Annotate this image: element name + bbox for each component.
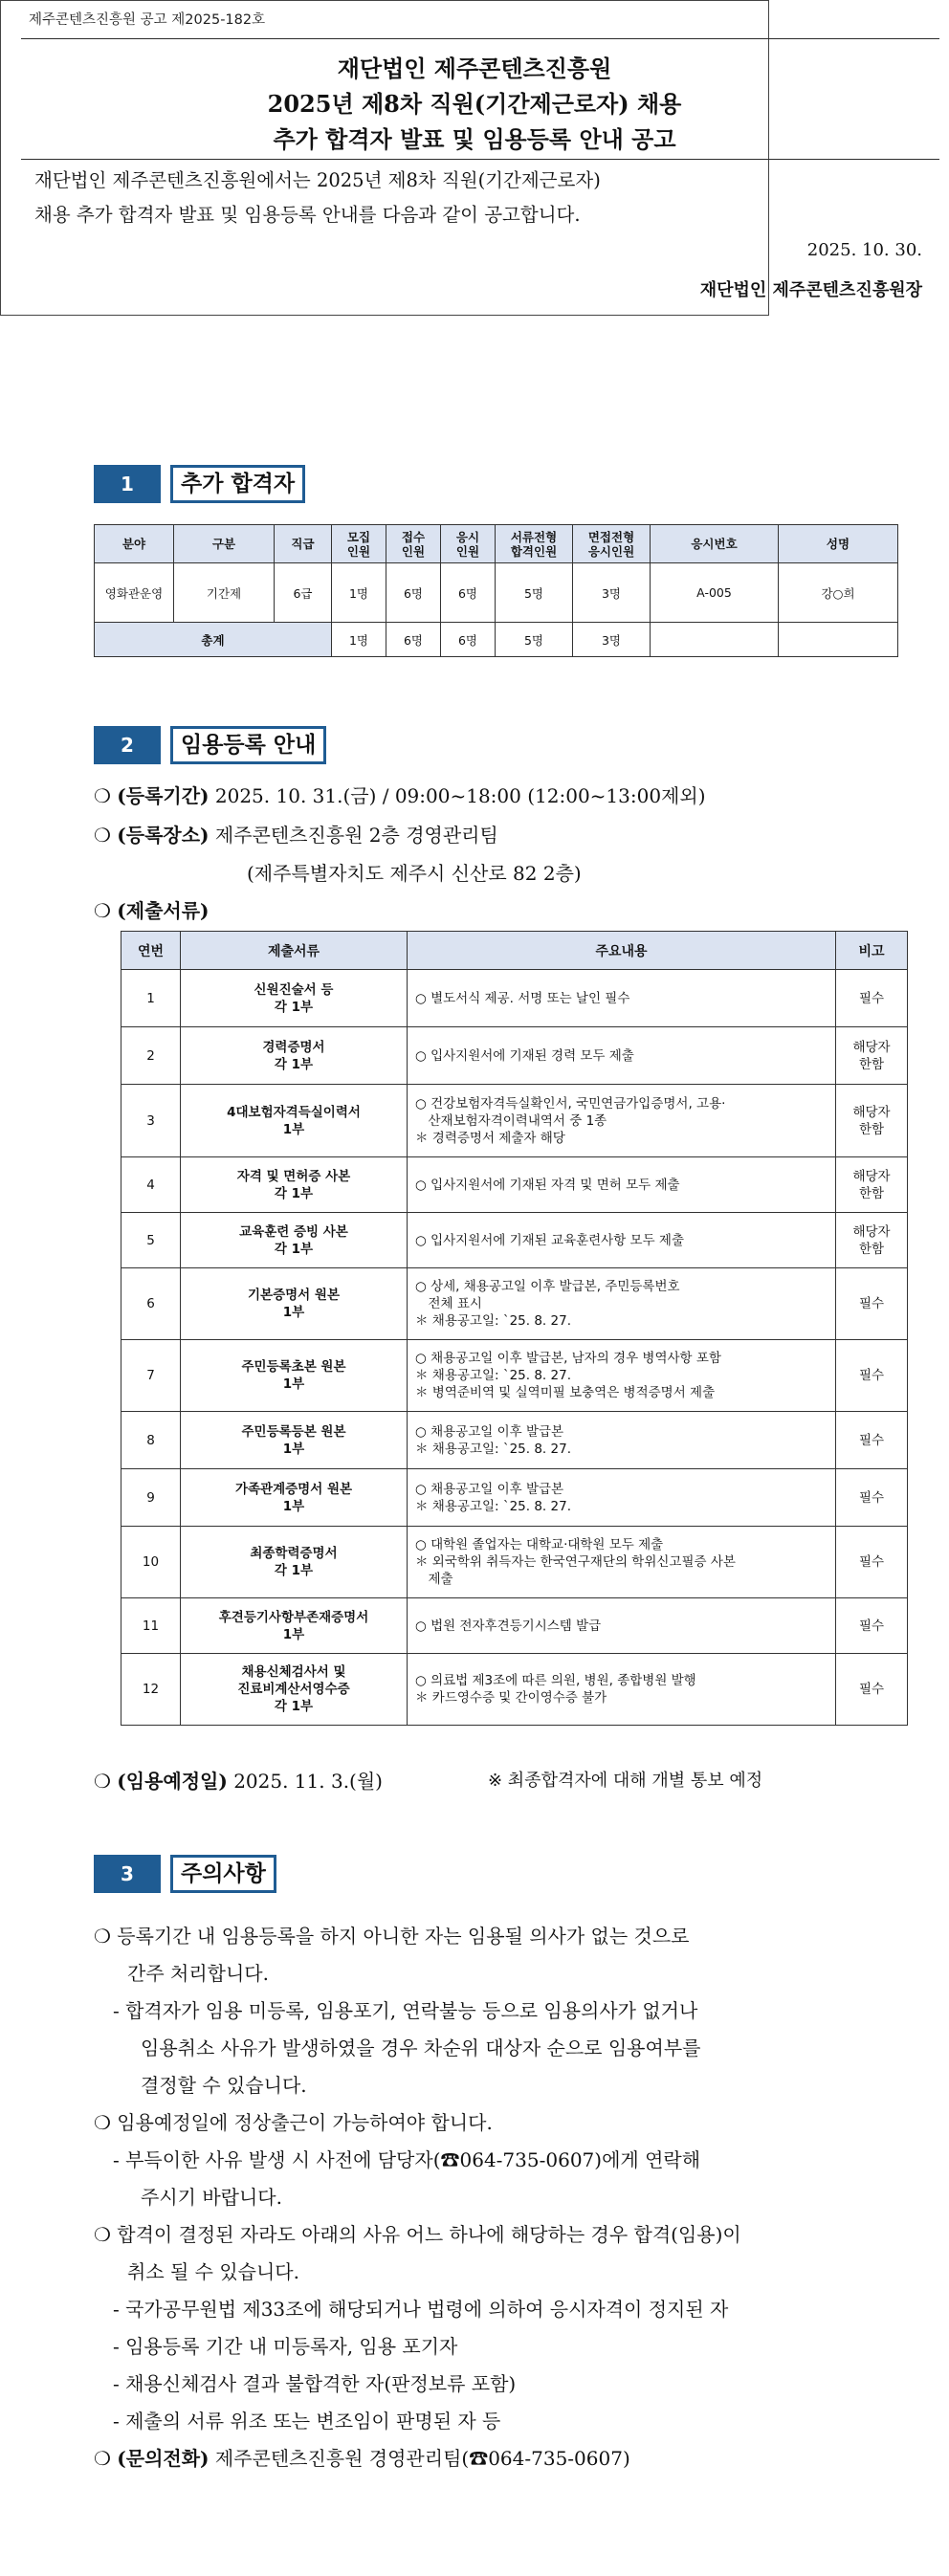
notes-line-6: ❍ 임용예정일에 정상출근이 가능하여야 합니다.: [94, 2111, 493, 2134]
document-name-line: 1부: [282, 1626, 305, 1642]
document-name-line: 각 1부: [274, 1699, 314, 1714]
table-row: [121, 1654, 908, 1726]
cell: 1명: [332, 623, 386, 657]
total-label: 총계: [95, 623, 332, 657]
header-document: 제출서류: [181, 932, 408, 970]
table-row: [121, 1340, 908, 1412]
header-content: 주요내용: [408, 932, 836, 970]
table-row: [95, 563, 898, 623]
document-name-line: 각 1부: [274, 1056, 314, 1072]
header-note: 비고: [836, 932, 908, 970]
registration-address: (제주특별자치도 제주시 신산로 82 2층): [247, 862, 582, 885]
document-name-line: 1부: [282, 1305, 305, 1320]
notice-number: 제주콘텐츠진흥원 공고 제2025-182호: [29, 12, 266, 28]
document-name-line: 1부: [282, 1121, 305, 1137]
notes-line-7: - 부득이한 사유 발생 시 사전에 담당자(☎064-735-0607)에게 연락해: [113, 2148, 701, 2171]
row-number: 4: [121, 1157, 181, 1213]
notice-title-line-3: 추가 합격자 발표 및 임용등록 안내 공고: [273, 125, 676, 153]
document-note: [836, 1412, 908, 1469]
document-content: [408, 1213, 836, 1268]
note-line: 필수: [858, 1682, 885, 1697]
content-line: ＊ 경력증명서 제출자 해당: [415, 1130, 565, 1146]
content-line: 산재보험자격이력내역서 중 1종: [415, 1112, 607, 1129]
content-line: ＊ 채용공고일: `25. 8. 27.: [415, 1313, 571, 1329]
header-tested: 응시 인원: [441, 525, 496, 563]
document-note: [836, 1213, 908, 1268]
document-name-line: 각 1부: [274, 1563, 314, 1578]
document-name: [181, 1598, 408, 1654]
note-line: 필수: [858, 1296, 885, 1311]
content-line: ○ 채용공고일 이후 발급본: [415, 1423, 564, 1440]
section-title: 주의사항: [170, 1855, 276, 1893]
notes-line-14: - 제출의 서류 위조 또는 변조임이 판명된 자 등: [113, 2410, 501, 2433]
section-number: 2: [94, 726, 161, 764]
notice-box: [0, 0, 922, 316]
document-name: [181, 970, 408, 1027]
cell: 3명: [573, 623, 651, 657]
document-name: [181, 1268, 408, 1340]
row-number: 9: [121, 1469, 181, 1527]
content-line: ○ 상세, 채용공고일 이후 발급본, 주민등록번호: [415, 1279, 680, 1294]
row-number: 3: [121, 1085, 181, 1157]
document-name-line: 경력증명서: [262, 1039, 325, 1055]
documents-label: (제출서류): [117, 899, 210, 922]
row-number: 7: [121, 1340, 181, 1412]
document-note: [836, 1654, 908, 1726]
document-content: [408, 1268, 836, 1340]
notice-issuer: 재단법인 제주콘텐츠진흥원장: [699, 280, 922, 300]
content-line: ＊ 병역준비역 및 실역미필 보충역은 병적증명서 제출: [415, 1385, 716, 1400]
document-name: [181, 1412, 408, 1469]
content-line: ○ 의료법 제3조에 따른 의원, 병원, 종합병원 발행: [415, 1673, 696, 1688]
appointment-date: ❍ (임용예정일) 2025. 11. 3.(월): [94, 1770, 383, 1793]
document-note: [836, 1157, 908, 1213]
document-note: [836, 1469, 908, 1527]
notes-line-9: ❍ 합격이 결정된 자라도 아래의 사유 어느 하나에 해당하는 경우 합격(임용)이: [94, 2223, 741, 2246]
content-line: ○ 채용공고일 이후 발급본: [415, 1481, 564, 1497]
appointment-value: 2025. 11. 3.(월): [233, 1770, 383, 1793]
table-row: [121, 970, 908, 1027]
document-name-line: 1부: [282, 1376, 305, 1392]
document-note: [836, 1268, 908, 1340]
document-name: [181, 1340, 408, 1412]
document-content: [408, 1085, 836, 1157]
document-name-line: 기본증명서 원본: [248, 1288, 340, 1303]
notes-line-11: - 국가공무원법 제33조에 해당되거나 법령에 의하여 응시자격이 정지된 자: [113, 2298, 729, 2321]
document-content: [408, 1157, 836, 1213]
header-recruit: 모집 인원: [332, 525, 386, 563]
document-name-line: 채용신체검사서 및: [241, 1664, 346, 1680]
notice-title-line-2: 2025년 제8차 직원(기간제근로자) 채용: [267, 90, 682, 118]
document-name-line: 신원진술서 등: [254, 981, 334, 998]
content-line: ○ 입사지원서에 기재된 경력 모두 제출: [415, 1047, 634, 1064]
row-number: 12: [121, 1654, 181, 1726]
cell: 3명: [573, 563, 651, 623]
document-name: [181, 1527, 408, 1598]
successful-candidates-table: [94, 524, 898, 657]
document-name-line: 최종학력증명서: [250, 1546, 338, 1561]
table-row: [121, 1213, 908, 1268]
cell: 6명: [386, 623, 441, 657]
document-name: [181, 1213, 408, 1268]
cell: 강○희: [779, 563, 898, 623]
document-content: [408, 1527, 836, 1598]
row-number: 2: [121, 1027, 181, 1085]
document-note: [836, 1085, 908, 1157]
content-line: ○ 채용공고일 이후 발급본, 남자의 경우 병역사항 포함: [415, 1351, 721, 1366]
cell: A-005: [651, 563, 779, 623]
notes-line-10: 취소 될 수 있습니다.: [127, 2260, 299, 2283]
registration-period-label: (등록기간): [117, 784, 210, 807]
table-row: [121, 1085, 908, 1157]
contact-label: (문의전화): [117, 2447, 210, 2470]
appointment-label: (임용예정일): [117, 1770, 228, 1793]
registration-period-value: 2025. 10. 31.(금) / 09:00~18:00 (12:00~13:00제외): [214, 784, 706, 807]
document-name-line: 후견등기사항부존재증명서: [218, 1609, 369, 1625]
note-line: 필수: [858, 1368, 885, 1383]
registration-period: ❍ (등록기간) 2025. 10. 31.(금) / 09:00~18:00 (12:00~13:00제외): [94, 784, 706, 807]
document-note: [836, 1340, 908, 1412]
content-line: 제출: [415, 1572, 453, 1587]
document-note: [836, 1027, 908, 1085]
document-name-line: 가족관계증명서 원본: [234, 1481, 353, 1497]
document-name-line: 4대보험자격득실이력서: [227, 1104, 361, 1120]
content-line: ○ 법원 전자후견등기시스템 발급: [415, 1618, 602, 1634]
note-line: 필수: [858, 1554, 885, 1570]
content-line: ＊ 외국학위 취득자는 한국연구재단의 학위신고필증 사본: [415, 1554, 736, 1570]
row-number: 5: [121, 1213, 181, 1268]
document-name-line: 주민등록등본 원본: [241, 1423, 346, 1440]
document-content: [408, 970, 836, 1027]
documents-heading: ❍ (제출서류): [94, 899, 210, 922]
document-name-line: 1부: [282, 1441, 305, 1457]
notes-line-8: 주시기 바랍니다.: [141, 2186, 282, 2209]
document-content: [408, 1598, 836, 1654]
table-row: [121, 1598, 908, 1654]
note-line: 해당자: [852, 1104, 891, 1120]
notes-line-1: ❍ 등록기간 내 임용등록을 하지 아니한 자는 임용될 의사가 없는 것으로: [94, 1925, 690, 1948]
header-doc-pass: 서류전형 합격인원: [496, 525, 573, 563]
cell: 6명: [441, 563, 496, 623]
document-content: [408, 1027, 836, 1085]
row-number: 1: [121, 970, 181, 1027]
row-number: 6: [121, 1268, 181, 1340]
notes-line-3: - 합격자가 임용 미등록, 임용포기, 연락불능 등으로 임용의사가 없거나: [113, 1999, 698, 2022]
header-interview: 면접전형 응시인원: [573, 525, 651, 563]
note-line: 필수: [858, 1432, 885, 1448]
notice-intro-line-1: 재단법인 제주콘텐츠진흥원에서는 2025년 제8차 직원(기간제근로자): [34, 169, 601, 191]
section-number: 1: [94, 465, 161, 503]
header-field: 분야: [95, 525, 174, 563]
note-line: 한함: [858, 1056, 885, 1072]
table-row: [121, 1412, 908, 1469]
divider: [21, 159, 939, 160]
notes-line-12: - 임용등록 기간 내 미등록자, 임용 포기자: [113, 2335, 458, 2358]
table-row: [121, 1157, 908, 1213]
notice-intro-line-2: 채용 추가 합격자 발표 및 임용등록 안내를 다음과 같이 공고합니다.: [34, 204, 581, 226]
cell: 6명: [386, 563, 441, 623]
content-line: ○ 입사지원서에 기재된 교육훈련사항 모두 제출: [415, 1232, 685, 1248]
note-line: 한함: [858, 1241, 885, 1257]
notes-line-13: - 채용신체검사 결과 불합격한 자(판정보류 포함): [113, 2372, 517, 2395]
table-row: [121, 1268, 908, 1340]
appointment-note: ※ 최종합격자에 대해 개별 통보 예정: [488, 1771, 763, 1791]
note-line: 필수: [858, 1618, 885, 1634]
document-name: [181, 1654, 408, 1726]
note-line: 해당자: [852, 1039, 891, 1055]
document-name-line: 교육훈련 증빙 사본: [239, 1223, 348, 1240]
header-applied: 접수 인원: [386, 525, 441, 563]
contact-value: 제주콘텐츠진흥원 경영관리팀(☎064-735-0607): [214, 2447, 630, 2470]
row-number: 10: [121, 1527, 181, 1598]
note-line: 필수: [858, 990, 885, 1006]
document-name-line: 주민등록초본 원본: [241, 1359, 346, 1375]
note-line: 한함: [858, 1185, 885, 1201]
document-name: [181, 1469, 408, 1527]
content-line: 전체 표시: [415, 1296, 482, 1311]
registration-place-value: 제주콘텐츠진흥원 2층 경영관리팀: [214, 824, 498, 847]
cell: 6급: [275, 563, 332, 623]
document-note: [836, 1598, 908, 1654]
row-number: 8: [121, 1412, 181, 1469]
document-note: [836, 1527, 908, 1598]
notes-line-2: 간주 처리합니다.: [127, 1962, 269, 1985]
document-content: [408, 1654, 836, 1726]
header-category: 구분: [174, 525, 275, 563]
note-line: 해당자: [852, 1223, 891, 1240]
contact: ❍ (문의전화) 제주콘텐츠진흥원 경영관리팀(☎064-735-0607): [94, 2447, 630, 2470]
content-line: ○ 대학원 졸업자는 대학교·대학원 모두 제출: [415, 1537, 664, 1552]
cell: 5명: [496, 563, 573, 623]
table-total-row: [95, 623, 898, 657]
document-content: [408, 1469, 836, 1527]
section-title: 임용등록 안내: [170, 726, 326, 764]
document-name: [181, 1085, 408, 1157]
notice-title-line-1: 재단법인 제주콘텐츠진흥원: [337, 55, 612, 82]
required-documents-table: [121, 931, 908, 1726]
content-line: ＊ 채용공고일: `25. 8. 27.: [415, 1441, 571, 1457]
document-name: [181, 1157, 408, 1213]
header-exam-no: 응시번호: [651, 525, 779, 563]
content-line: ○ 건강보험자격득실확인서, 국민연금가입증명서, 고용·: [415, 1095, 726, 1112]
content-line: ○ 입사지원서에 기재된 자격 및 면허 모두 제출: [415, 1177, 680, 1193]
registration-place-label: (등록장소): [117, 824, 210, 847]
table-row: [121, 1527, 908, 1598]
cell: [779, 623, 898, 657]
note-line: 해당자: [852, 1168, 891, 1184]
notes-line-4: 임용취소 사유가 발생하였을 경우 차순위 대상자 순으로 임용여부를: [141, 2037, 701, 2059]
notice-date: 2025. 10. 30.: [806, 240, 922, 260]
document-name-line: 각 1부: [274, 1241, 314, 1257]
document-name: [181, 1027, 408, 1085]
note-line: 한함: [858, 1121, 885, 1137]
cell: 6명: [441, 623, 496, 657]
document-name-line: 각 1부: [274, 1185, 314, 1201]
document-name-line: 각 1부: [274, 999, 314, 1015]
header-grade: 직급: [275, 525, 332, 563]
content-line: ＊ 카드영수증 및 간이영수증 불가: [415, 1690, 607, 1706]
divider: [21, 38, 939, 39]
cell: 1명: [332, 563, 386, 623]
document-name-line: 1부: [282, 1498, 305, 1514]
table-row: [121, 1027, 908, 1085]
header-name: 성명: [779, 525, 898, 563]
cell: [651, 623, 779, 657]
document-name-line: 자격 및 면허증 사본: [236, 1168, 351, 1184]
section-title: 추가 합격자: [170, 465, 305, 503]
cell: 기간제: [174, 563, 275, 623]
content-line: ＊ 채용공고일: `25. 8. 27.: [415, 1498, 571, 1514]
row-number: 11: [121, 1598, 181, 1654]
content-line: ○ 별도서식 제공. 서명 또는 날인 필수: [415, 990, 630, 1006]
cell: 5명: [496, 623, 573, 657]
content-line: ＊ 채용공고일: `25. 8. 27.: [415, 1368, 571, 1383]
header-no: 연번: [121, 932, 181, 970]
document-content: [408, 1340, 836, 1412]
document-name-line: 진료비계산서영수증: [237, 1682, 350, 1697]
document-note: [836, 970, 908, 1027]
registration-place: ❍ (등록장소) 제주콘텐츠진흥원 2층 경영관리팀: [94, 824, 498, 847]
table-row: [121, 1469, 908, 1527]
note-line: 필수: [858, 1489, 885, 1506]
document-content: [408, 1412, 836, 1469]
notes-line-5: 결정할 수 있습니다.: [141, 2074, 307, 2097]
cell: 영화관운영: [95, 563, 174, 623]
section-number: 3: [94, 1855, 161, 1893]
